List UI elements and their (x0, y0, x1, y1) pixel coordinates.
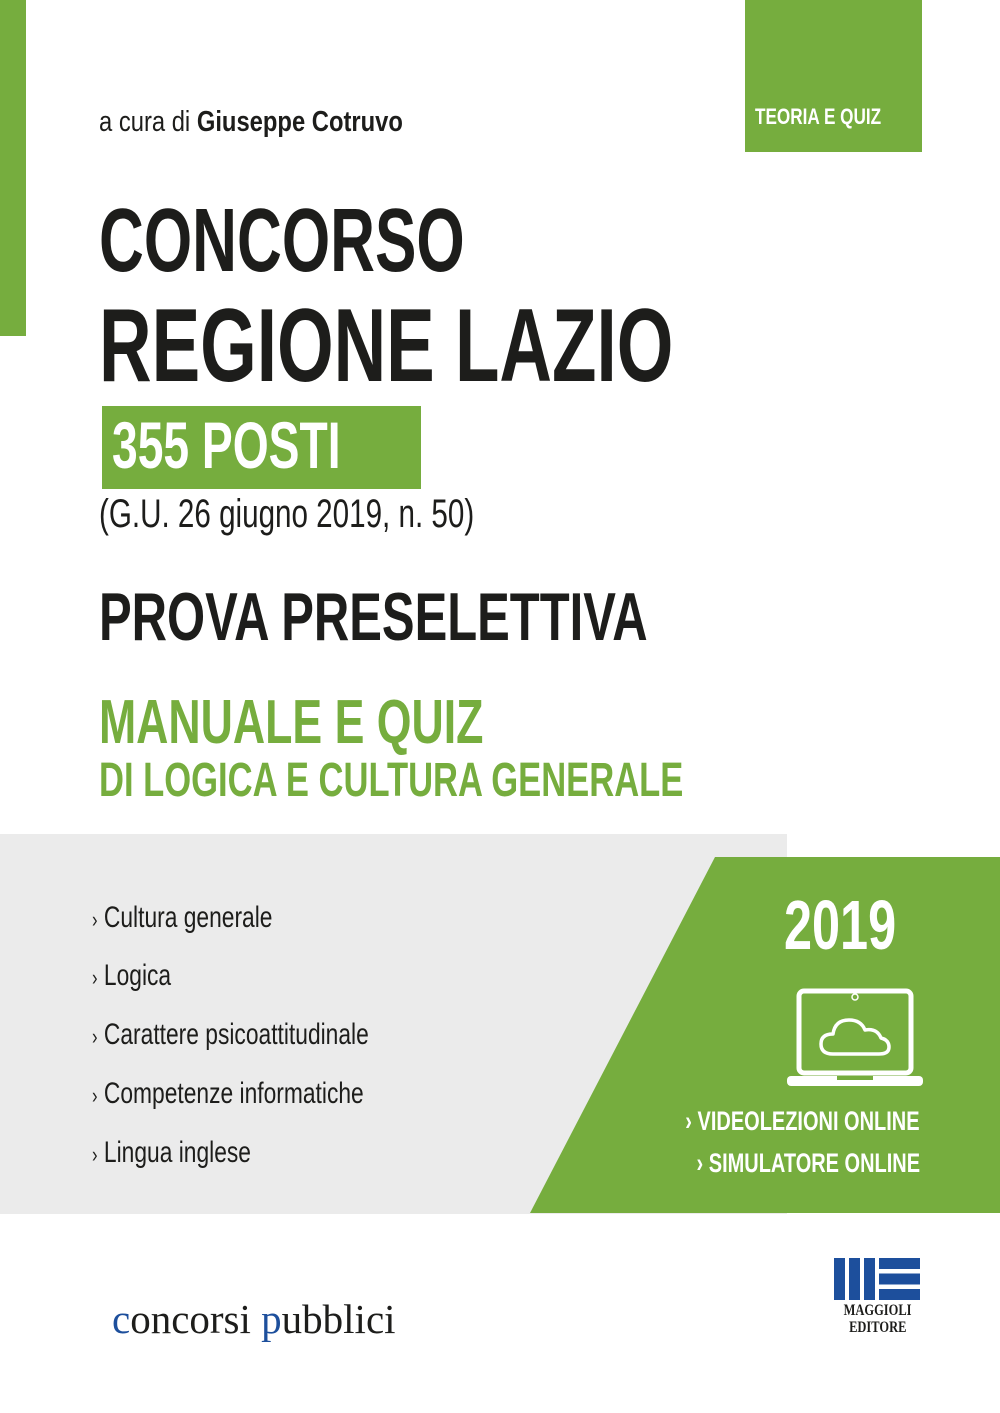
topic-item (92, 1138, 301, 1168)
brand-word-concorsi: oncorsi (130, 1296, 262, 1342)
subtitle-text-1: MANUALE E QUIZ (99, 688, 484, 757)
subtitle-text-2: DI LOGICA E CULTURA GENERALE (99, 754, 684, 807)
exam-type-heading (99, 579, 861, 655)
series-label: TEORIA E QUIZ (755, 104, 882, 129)
online-feature-item (603, 1108, 920, 1135)
publisher-subname: EDITORE (849, 1319, 907, 1336)
online-feature-item (618, 1150, 920, 1177)
collection-logo (112, 1295, 396, 1343)
online-feature-label: VIDEOLEZIONI ONLINE (697, 1106, 920, 1136)
topic-item (92, 1020, 456, 1050)
left-accent-bar (0, 0, 26, 336)
gazette-reference-text: (G.U. 26 giugno 2019, n. 50) (99, 492, 475, 536)
brand-letter-c: c (112, 1296, 131, 1342)
subtitle-line-1 (99, 688, 633, 757)
chevron-right-icon: › (92, 907, 98, 932)
title-text-1: CONCORSO (99, 191, 465, 291)
topic-label: Cultura generale (103, 901, 273, 934)
author-prefix: a cura di (99, 106, 191, 138)
title-line-1 (99, 191, 629, 291)
topic-label: Competenze informatiche (103, 1077, 364, 1110)
title-line-2 (99, 288, 919, 404)
author-name: Giuseppe Cotruvo (196, 106, 403, 138)
brand-word-pubblici: ubblici (281, 1296, 396, 1342)
topic-label: Lingua inglese (103, 1136, 251, 1169)
online-feature-label: SIMULATORE ONLINE (708, 1148, 920, 1178)
gazette-reference (99, 494, 606, 534)
topic-item (92, 961, 196, 991)
series-tab (745, 0, 922, 152)
author-line (99, 106, 470, 139)
topic-label: Logica (103, 959, 172, 992)
posts-badge (102, 406, 421, 489)
topic-item (92, 1079, 450, 1109)
edition-year (784, 886, 940, 964)
topic-item (92, 903, 329, 933)
chevron-right-icon: › (92, 1024, 98, 1049)
brand-letter-p: p (261, 1296, 282, 1342)
publisher-logo (834, 1258, 922, 1338)
chevron-right-icon: › (92, 1083, 98, 1108)
subtitle-line-2 (99, 754, 911, 807)
posts-badge-label: 355 POSTI (112, 408, 341, 482)
chevron-right-icon: › (696, 1148, 704, 1178)
title-text-2: REGIONE LAZIO (99, 288, 674, 404)
chevron-right-icon: › (92, 965, 98, 990)
chevron-right-icon: › (92, 1142, 98, 1167)
topic-label: Carattere psicoattitudinale (103, 1018, 369, 1051)
chevron-right-icon: › (685, 1106, 693, 1136)
laptop-cloud-icon (785, 988, 925, 1088)
edition-year-text: 2019 (784, 886, 897, 964)
publisher-name: MAGGIOLI (844, 1302, 912, 1319)
maggioli-mark-icon (834, 1258, 920, 1300)
exam-type-text: PROVA PRESELETTIVA (99, 579, 648, 655)
